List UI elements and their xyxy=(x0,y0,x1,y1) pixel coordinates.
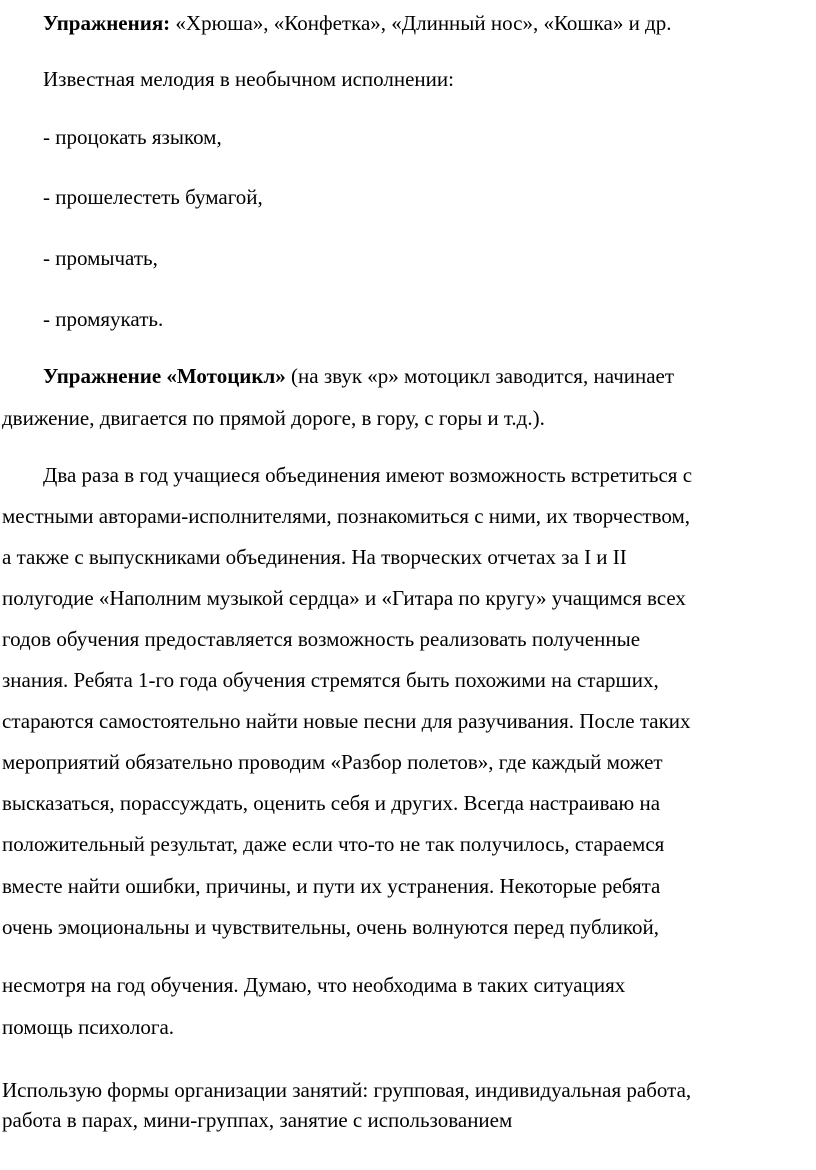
paragraph-line: местными авторами-исполнителями, познакомиться с ними, их творчеством, xyxy=(2,504,690,528)
paragraph-line: помощь психолога. xyxy=(2,1015,175,1039)
exercises-line xyxy=(43,11,672,35)
paragraph-line: положительный результат, даже если что-то не так получилось, стараемся xyxy=(2,832,665,856)
exercises-text: «Хрюша», «Конфетка», «Длинный нос», «Кошка» и др. xyxy=(170,11,672,35)
melody-intro: Известная мелодия в необычном исполнении: xyxy=(43,67,454,91)
motorcycle-line-1 xyxy=(43,364,674,388)
paragraph-line: а также с выпускниками объединения. На творческих отчетах за I и II xyxy=(2,545,627,569)
paragraph-line: высказаться, порассуждать, оценить себя и других. Всегда настраиваю на xyxy=(2,791,661,815)
paragraph-line: Два раза в год учащиеся объединения имеют возможность встретиться с xyxy=(43,463,693,487)
motorcycle-text: (на звук «р» мотоцикл заводится, начинает xyxy=(285,364,675,388)
melody-item: - процокать языком, xyxy=(43,125,222,149)
paragraph-line: вместе найти ошибки, причины, и пути их устранения. Некоторые ребята xyxy=(2,874,661,898)
melody-item: - промяукать. xyxy=(43,307,164,331)
paragraph-line: очень эмоциональны и чувствительны, очень волнуются перед публикой, xyxy=(2,915,659,939)
motorcycle-label: Упражнение «Мотоцикл» xyxy=(43,364,286,388)
paragraph-line: полугодие «Наполним музыкой сердца» и «Гитара по кругу» учащимся всех xyxy=(2,586,686,610)
forms-line: Использую формы организации занятий: групповая, индивидуальная работа, xyxy=(2,1078,692,1102)
exercises-label: Упражнения: xyxy=(43,11,171,35)
melody-item: - прошелестеть бумагой, xyxy=(43,185,263,209)
paragraph-line: стараются самостоятельно найти новые песни для разучивания. После таких xyxy=(2,709,691,733)
forms-line: работа в парах, мини-группах, занятие с использованием xyxy=(2,1108,513,1132)
paragraph-line: годов обучения предоставляется возможность реализовать полученные xyxy=(2,627,641,651)
melody-item: - промычать, xyxy=(43,246,158,270)
paragraph-line: несмотря на год обучения. Думаю, что необходима в таких ситуациях xyxy=(2,973,626,997)
paragraph-line: знания. Ребята 1-го года обучения стремятся быть похожими на старших, xyxy=(2,668,659,692)
motorcycle-line-2: движение, двигается по прямой дороге, в гору, с горы и т.д.). xyxy=(2,406,545,430)
paragraph-line: мероприятий обязательно проводим «Разбор полетов», где каждый может xyxy=(2,750,663,774)
